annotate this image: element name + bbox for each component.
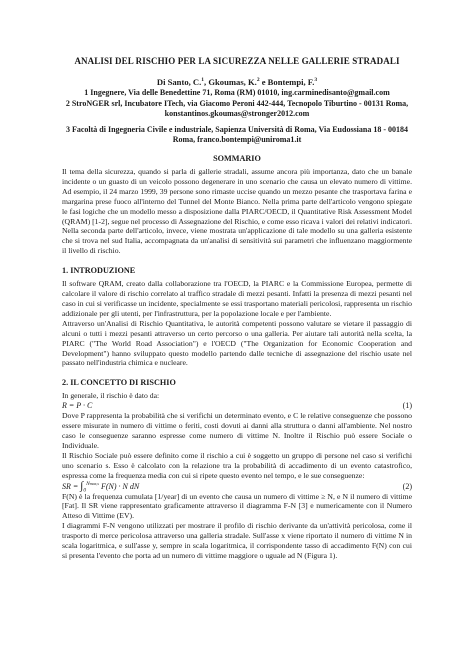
section-1-heading: 1. INTRODUZIONE — [62, 266, 136, 276]
affiliation-1: 1 Ingegnere, Via delle Benedettine 71, Roma (RM) 01010, ing.carminedisanto@gmail.com — [84, 88, 390, 97]
section-1-paragraph-1: Il software QRAM, creato dalla collaborazione tra l'OECD, la PIARC e la Commissione Europea, permette di calcolare il valore di rischio correlato al traffico stradale di mezzi pesanti. Infatti la presenza di mezzi pesanti nel caso in cui si verificasse un incidente, specialmente se essi trasportano materiali pericolosi, rappresenta un rischio addizionale per gli utenti, per l'infrastruttura, per la popolazione locale e per l'ambiente. — [62, 279, 412, 318]
paper-title: ANALISI DEL RISCHIO PER LA SICUREZZA NELLE GALLERIE STRADALI — [74, 56, 400, 66]
summary-text: Il tema della sicurezza, quando si parla di gallerie stradali, assume ancora più importanza, dato che un banale incidente o un guasto di un veicolo possono degenerare in uno scenario che causa un elevato numero di vittime. Ad esempio, il 24 marzo 1999, 39 persone sono rimaste uccise quando un mezzo pesante che trasportava farina e margarina prese fuoco all'interno del Tunnel del Monte Bianco. Nella prima parte dell'articolo vengono spiegate le fasi logiche che un modello messo a disposizione dalla PIARC/OECD, il Quantitative Risk Assessment Model (QRAM) [1-2], segue nel processo di Assegnazione del Rischio, e come esso ricava i valori dei relativi indicatori. Nella seconda parte dell'articolo, invece, viene mostrata un'applicazione di tale modello su una galleria esistente che si trova nel sud Italia, accompagnata da un'analisi di sensitività sui parametri che influenzano maggiormente il livello di rischio. — [62, 167, 412, 256]
author-2: , Gkoumas, K. — [204, 77, 257, 87]
equation-2-expression — [62, 481, 139, 492]
section-2-paragraph-5: I diagrammi F-N vengono utilizzati per mostrare il profilo di rischio derivante da un'attività pericolosa, come il trasporto di merce pericolosa attraverso una galleria stradale. Sull'asse x viene riportato il numero di vittime N in scala logaritmica, e sull'asse y, sempre in scala logaritmica, il corrispondente tasso di accadimento F(N) con cui si presenta l'evento che porta ad un numero di vittime maggiore o uguale ad N (Figura 1). — [62, 521, 412, 561]
section-2-paragraph-2: Dove P rappresenta la probabilità che si verifichi un determinato evento, e C le relative conseguenze che possono essere misurate in numero di vittime o feriti, costi dovuti ai danni alla struttura o danni all'ambiente. Nel nostro caso le conseguenze saranno espresse come numero di vittime N. Inoltre il Rischio può essere Sociale o Individuale. — [62, 411, 412, 450]
integral-upper-limit: Nmax,s — [86, 480, 99, 487]
integral-symbol: ∫ — [80, 479, 84, 492]
affiliation-2: 2 StroNGER srl, Incubatore ITech, via Giacomo Peroni 442-444, Tecnopolo Tiburtino - 00131 Roma, konstantinos.gkoumas@stronger2012.com — [65, 99, 409, 119]
equation-2-rhs: F(N) · N dN — [100, 481, 140, 491]
integral-lower-limit: 0 — [83, 487, 87, 494]
equation-1 — [62, 401, 412, 411]
equation-2 — [62, 481, 412, 492]
author-2-affil-mark: 2 — [256, 77, 260, 84]
affiliation-3: 3 Facoltà di Ingegneria Civile e industriale, Sapienza Università di Roma, Via Eudossiana 18 - 00184 Roma, franco.bontempi@uniroma1.it — [65, 124, 408, 144]
equation-1-number: (1) — [402, 401, 412, 411]
section-2-paragraph-4: F(N) è la frequenza cumulata [1/year] di un evento che causa un numero di vittime ≥ N, e N il numero di vittime [Fat]. Il SR viene rappresentato graficamente attraverso il diagramma F-N [3] e numericamente con il Numero Atteso di Vittime (EV). — [62, 491, 412, 521]
section-2-paragraph-3: Il Rischio Sociale può essere definito come il rischio a cui è soggetto un gruppo di persone nel caso si verifichi uno scenario s. Esso è calcolato con la relazione tra la probabilità di accadimento di un evento catastrofico, espressa come la frequenza media con cui si ripete questo evento nel tempo, e le sue conseguenze: — [62, 450, 412, 480]
section-1-paragraph-2: Attraverso un'Analisi di Rischio Quantitativa, le autorità competenti possono valutare se vietare il passaggio di alcuni o tutti i mezzi pesanti attraverso un certo percorso o una galleria. Per aiutare tali autorità nella scelta, la PIARC ("The World Road Association") e l'OECD ("The Organization for Economic Cooperation and Development") hanno sviluppato questo modello partendo dalle tecniche di assegnazione del rischio usate nel passato nell'industria chimica e nucleare. — [62, 318, 412, 368]
summary-heading: SOMMARIO — [213, 154, 261, 164]
equation-2-lhs: SR = — [62, 481, 81, 491]
section-2-heading: 2. IL CONCETTO DI RISCHIO — [62, 378, 176, 388]
section-2-paragraph-1: In generale, il rischio è dato da: — [62, 391, 160, 401]
equation-1-expression: R = P · C — [62, 401, 93, 411]
author-list — [62, 77, 412, 87]
author-3-affil-mark: 3 — [314, 77, 318, 84]
equation-2-number: (2) — [402, 481, 412, 491]
author-1: Di Santo, C. — [156, 77, 202, 87]
author-1-affil-mark: 1 — [201, 77, 205, 84]
author-3: e Bontempi, F. — [259, 77, 315, 87]
